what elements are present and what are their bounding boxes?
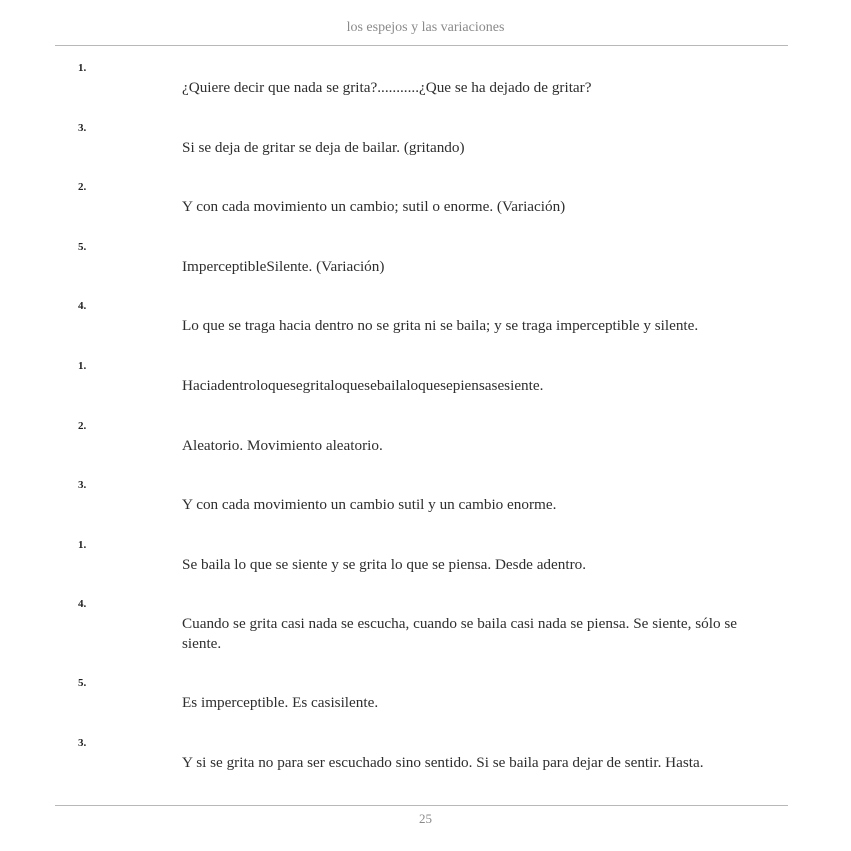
entry-number: 5. [78, 240, 87, 253]
entry-9 [0, 537, 851, 597]
entry-text: Y con cada movimiento un cambio sutil y un cambio enorme. [182, 496, 557, 514]
running-header: los espejos y las variaciones [346, 20, 505, 35]
entry-1 [0, 60, 851, 120]
entry-8 [0, 477, 851, 537]
entry-6 [0, 358, 851, 418]
entry-text: Y con cada movimiento un cambio; sutil o enorme. (Variación) [182, 198, 566, 216]
entry-text: Aleatorio. Movimiento aleatorio. [182, 436, 383, 454]
entry-text: Es imperceptible. Es casisilente. [182, 694, 379, 712]
entry-text: Y si se grita no para ser escuchado sino sentido. Si se baila para dejar de sentir. Hasta. [182, 753, 704, 771]
entry-2 [0, 120, 851, 180]
entry-number: 3. [78, 736, 87, 749]
header-divider [55, 45, 788, 46]
entry-number: 2. [78, 419, 87, 432]
entry-3 [0, 179, 851, 239]
entry-number: 4. [78, 300, 87, 313]
entry-text: Si se deja de gritar se deja de bailar. (gritando) [182, 138, 465, 156]
entry-11 [0, 675, 851, 735]
entry-number: 1. [78, 359, 87, 372]
entry-number: 2. [78, 181, 87, 194]
entry-text: Se baila lo que se siente y se grita lo que se piensa. Desde adentro. [182, 555, 587, 573]
entry-text: ImperceptibleSilente. (Variación) [182, 257, 385, 275]
entry-list [0, 60, 851, 795]
page-number: 25 [419, 811, 432, 826]
entry-12 [0, 735, 851, 795]
entry-number: 1. [78, 538, 87, 551]
entry-7 [0, 418, 851, 478]
entry-number: 3. [78, 121, 87, 134]
entry-number: 1. [78, 62, 87, 74]
entry-number: 5. [78, 677, 87, 690]
entry-text: Cuando se grita casi nada se escucha, cuando se baila casi nada se piensa. Se siente, sólo se siente. [182, 615, 737, 653]
entry-number: 4. [78, 598, 87, 611]
entry-4 [0, 239, 851, 299]
entry-number: 3. [78, 479, 87, 492]
entry-text: ¿Quiere decir que nada se grita?...........¿Que se ha dejado de gritar? [182, 79, 592, 96]
footer-divider [55, 805, 788, 806]
entry-10 [0, 596, 851, 675]
entry-text: Lo que se traga hacia dentro no se grita ni se baila; y se traga imperceptible y silente. [182, 317, 699, 335]
entry-5 [0, 298, 851, 358]
entry-text: Haciadentroloquesegritaloquesebailaloquesepiensasesiente. [182, 376, 544, 394]
